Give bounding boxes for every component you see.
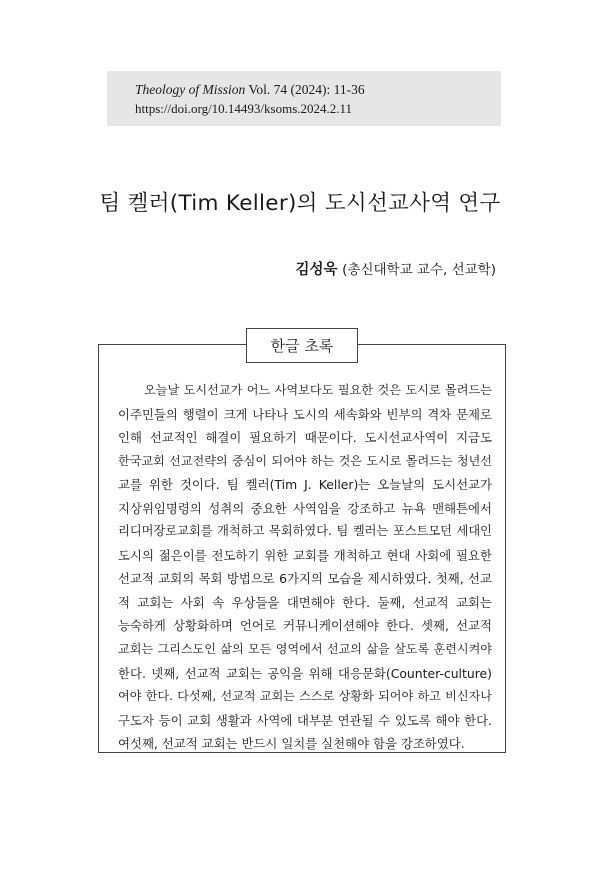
abstract-line: 리디머장로교회를 개척하고 목회하였다. 팀 켈러는 포스트모던 세대인: [118, 524, 492, 539]
journal-info-box: [107, 71, 501, 126]
abstract-heading: 한글 초록: [246, 328, 358, 363]
abstract-line: 여야 한다. 다섯째, 선교적 교회는 스스로 상황화 되어야 하고 비신자나: [118, 689, 492, 704]
abstract-line: 오늘날 도시선교가 어느 사역보다도 필요한 것은 도시로 몰려드는: [144, 383, 492, 397]
author-name: 김성욱: [295, 262, 338, 278]
abstract-line: 구도자 등이 교회 생활과 사역에 대부분 연관될 수 있도록 해야 한다.: [118, 712, 492, 728]
abstract-line: 한국교회 선교전략의 중심이 되어야 하는 것은 도시로 몰려드는 청년선: [118, 453, 492, 468]
abstract-line: 지상위임명령의 성취의 중요한 사역임을 강조하고 뉴욕 맨해튼에서: [118, 500, 492, 516]
abstract-line: 선교적 교회의 목회 방법으로 6가지의 모습을 제시하였다. 첫째, 선교: [118, 571, 492, 587]
abstract-line: 이주민들의 행렬이 크게 나타나 도시의 세속화와 빈부의 격차 문제로: [118, 406, 492, 422]
paper-title: 팀 켈러(Tim Keller)의 도시선교사역 연구: [99, 191, 501, 217]
abstract-line: 인해 선교적인 해결이 필요하기 때문이다. 도시선교사역이 지금도: [118, 430, 492, 446]
journal-name: Theology of Mission: [135, 82, 246, 97]
abstract-line: 능숙하게 상황화하며 언어로 커뮤니케이션해야 한다. 셋째, 선교적: [118, 618, 492, 634]
abstract-line: 교회는 그리스도인 삶의 모든 영역에서 선교의 삶을 살도록 훈련시켜야: [118, 642, 492, 657]
abstract-line: 여섯째, 선교적 교회는 반드시 일치를 실천해야 함을 강조하였다.: [118, 736, 465, 752]
abstract-line: 도시의 젊은이를 전도하기 위한 교회를 개척하고 현대 사회에 필요한: [118, 547, 492, 563]
author-line: [296, 258, 496, 279]
abstract-line: 교를 위한 것이다. 팀 켈러(Tim J. Keller)는 오늘날의 도시선교가: [118, 477, 492, 493]
abstract-body: [118, 379, 492, 756]
journal-citation: [135, 82, 365, 98]
abstract-line: 적 교회는 사회 속 우상들을 대면해야 한다. 둘째, 선교적 교회는: [118, 594, 492, 610]
journal-volume: Vol. 74 (2024): 11-36: [248, 82, 365, 97]
abstract-line: 한다. 넷째, 선교적 교회는 공익을 위해 대응문화(Counter-culture): [118, 665, 492, 681]
author-affiliation: (총신대학교 교수, 선교학): [342, 262, 496, 278]
journal-doi: https://doi.org/10.14493/ksoms.2024.2.11: [135, 101, 353, 116]
